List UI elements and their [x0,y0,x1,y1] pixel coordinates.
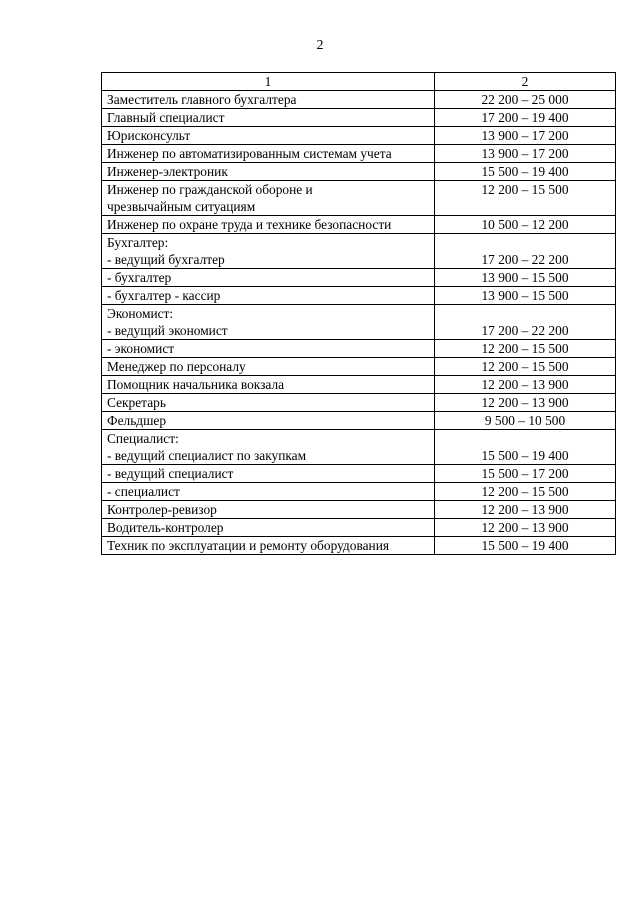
salary-range-cell: 13 900 – 17 200 [435,145,616,163]
table-row [102,394,616,412]
position-cell [102,340,435,358]
position-cell [102,269,435,287]
position-text: Инженер по гражданской обороне и [107,182,313,197]
table-body [102,73,616,555]
position-text: - экономист [107,341,175,356]
position-text: Инженер-электроник [107,164,228,179]
salary-range-cell: 13 900 – 15 500 [435,287,616,305]
salary-range-cell: 13 900 – 17 200 [435,127,616,145]
table-row [102,163,616,181]
position-text: Контролер-ревизор [107,502,217,517]
position-cell [102,181,435,216]
position-text: Экономист: [107,306,174,321]
position-cell [102,234,435,269]
position-cell [102,127,435,145]
position-text: Водитель-контролер [107,520,224,535]
salary-range-cell: 15 500 – 19 400 [435,537,616,555]
position-text: - специалист [107,484,180,499]
position-cell [102,287,435,305]
column-header-salary: 2 [435,73,616,91]
table-row [102,287,616,305]
salary-range-cell: 12 200 – 13 900 [435,519,616,537]
position-text: Юрисконсульт [107,128,191,143]
salary-range-cell: 12 200 – 15 500 [435,340,616,358]
position-text: Инженер по охране труда и технике безопасности [107,217,392,232]
position-text: Инженер по автоматизированным системам учета [107,146,392,161]
table-row [102,109,616,127]
table-row [102,501,616,519]
position-text: Фельдшер [107,413,167,428]
position-text: Секретарь [107,395,166,410]
table-row [102,145,616,163]
position-cell [102,216,435,234]
table-row [102,376,616,394]
salary-range-cell: 12 200 – 15 500 [435,181,616,216]
page-number: 2 [316,38,324,53]
position-text: - ведущий экономист [107,323,228,338]
table-header-row [102,73,616,91]
salary-range-cell: 15 500 – 19 400 [435,430,616,465]
salary-table [101,72,616,555]
table-row [102,537,616,555]
position-cell [102,376,435,394]
table-row [102,412,616,430]
position-cell [102,465,435,483]
position-cell [102,519,435,537]
column-header-position: 1 [102,73,435,91]
salary-range-cell: 15 500 – 19 400 [435,163,616,181]
position-text: Помощник начальника вокзала [107,377,285,392]
salary-range-cell: 17 200 – 19 400 [435,109,616,127]
position-text: Бухгалтер: [107,235,169,250]
table-row [102,305,616,340]
salary-range-cell: 15 500 – 17 200 [435,465,616,483]
position-cell [102,501,435,519]
salary-range-cell: 10 500 – 12 200 [435,216,616,234]
table-row [102,127,616,145]
position-cell [102,163,435,181]
table-row [102,234,616,269]
position-text: Заместитель главного бухгалтера [107,92,297,107]
position-cell [102,412,435,430]
table-row [102,269,616,287]
position-cell [102,145,435,163]
table-row [102,181,616,216]
position-text: Главный специалист [107,110,225,125]
position-cell [102,109,435,127]
table-row [102,430,616,465]
position-text: Техник по эксплуатации и ремонту оборудования [107,538,390,553]
position-text: - бухгалтер [107,270,172,285]
salary-range-cell: 12 200 – 13 900 [435,376,616,394]
position-text: Специалист: [107,431,179,446]
salary-range-cell: 12 200 – 15 500 [435,483,616,501]
position-text: - бухгалтер - кассир [107,288,221,303]
position-cell [102,537,435,555]
position-cell [102,430,435,465]
table-row [102,91,616,109]
salary-range-cell: 22 200 – 25 000 [435,91,616,109]
table-row [102,216,616,234]
salary-range-cell: 9 500 – 10 500 [435,412,616,430]
salary-range-cell: 13 900 – 15 500 [435,269,616,287]
position-cell [102,483,435,501]
position-text: - ведущий бухгалтер [107,252,225,267]
position-text: - ведущий специалист по закупкам [107,448,307,463]
salary-range-cell: 12 200 – 13 900 [435,501,616,519]
position-text: Менеджер по персоналу [107,359,246,374]
salary-range-cell: 12 200 – 15 500 [435,358,616,376]
salary-range-cell: 12 200 – 13 900 [435,394,616,412]
salary-range-cell: 17 200 – 22 200 [435,305,616,340]
position-cell [102,305,435,340]
table-row [102,519,616,537]
table-row [102,340,616,358]
position-cell [102,91,435,109]
position-text: - ведущий специалист [107,466,234,481]
position-cell [102,394,435,412]
table-row [102,465,616,483]
position-cell [102,358,435,376]
table-row [102,358,616,376]
position-text: чрезвычайным ситуациям [107,199,256,214]
salary-range-cell: 17 200 – 22 200 [435,234,616,269]
table-row [102,483,616,501]
